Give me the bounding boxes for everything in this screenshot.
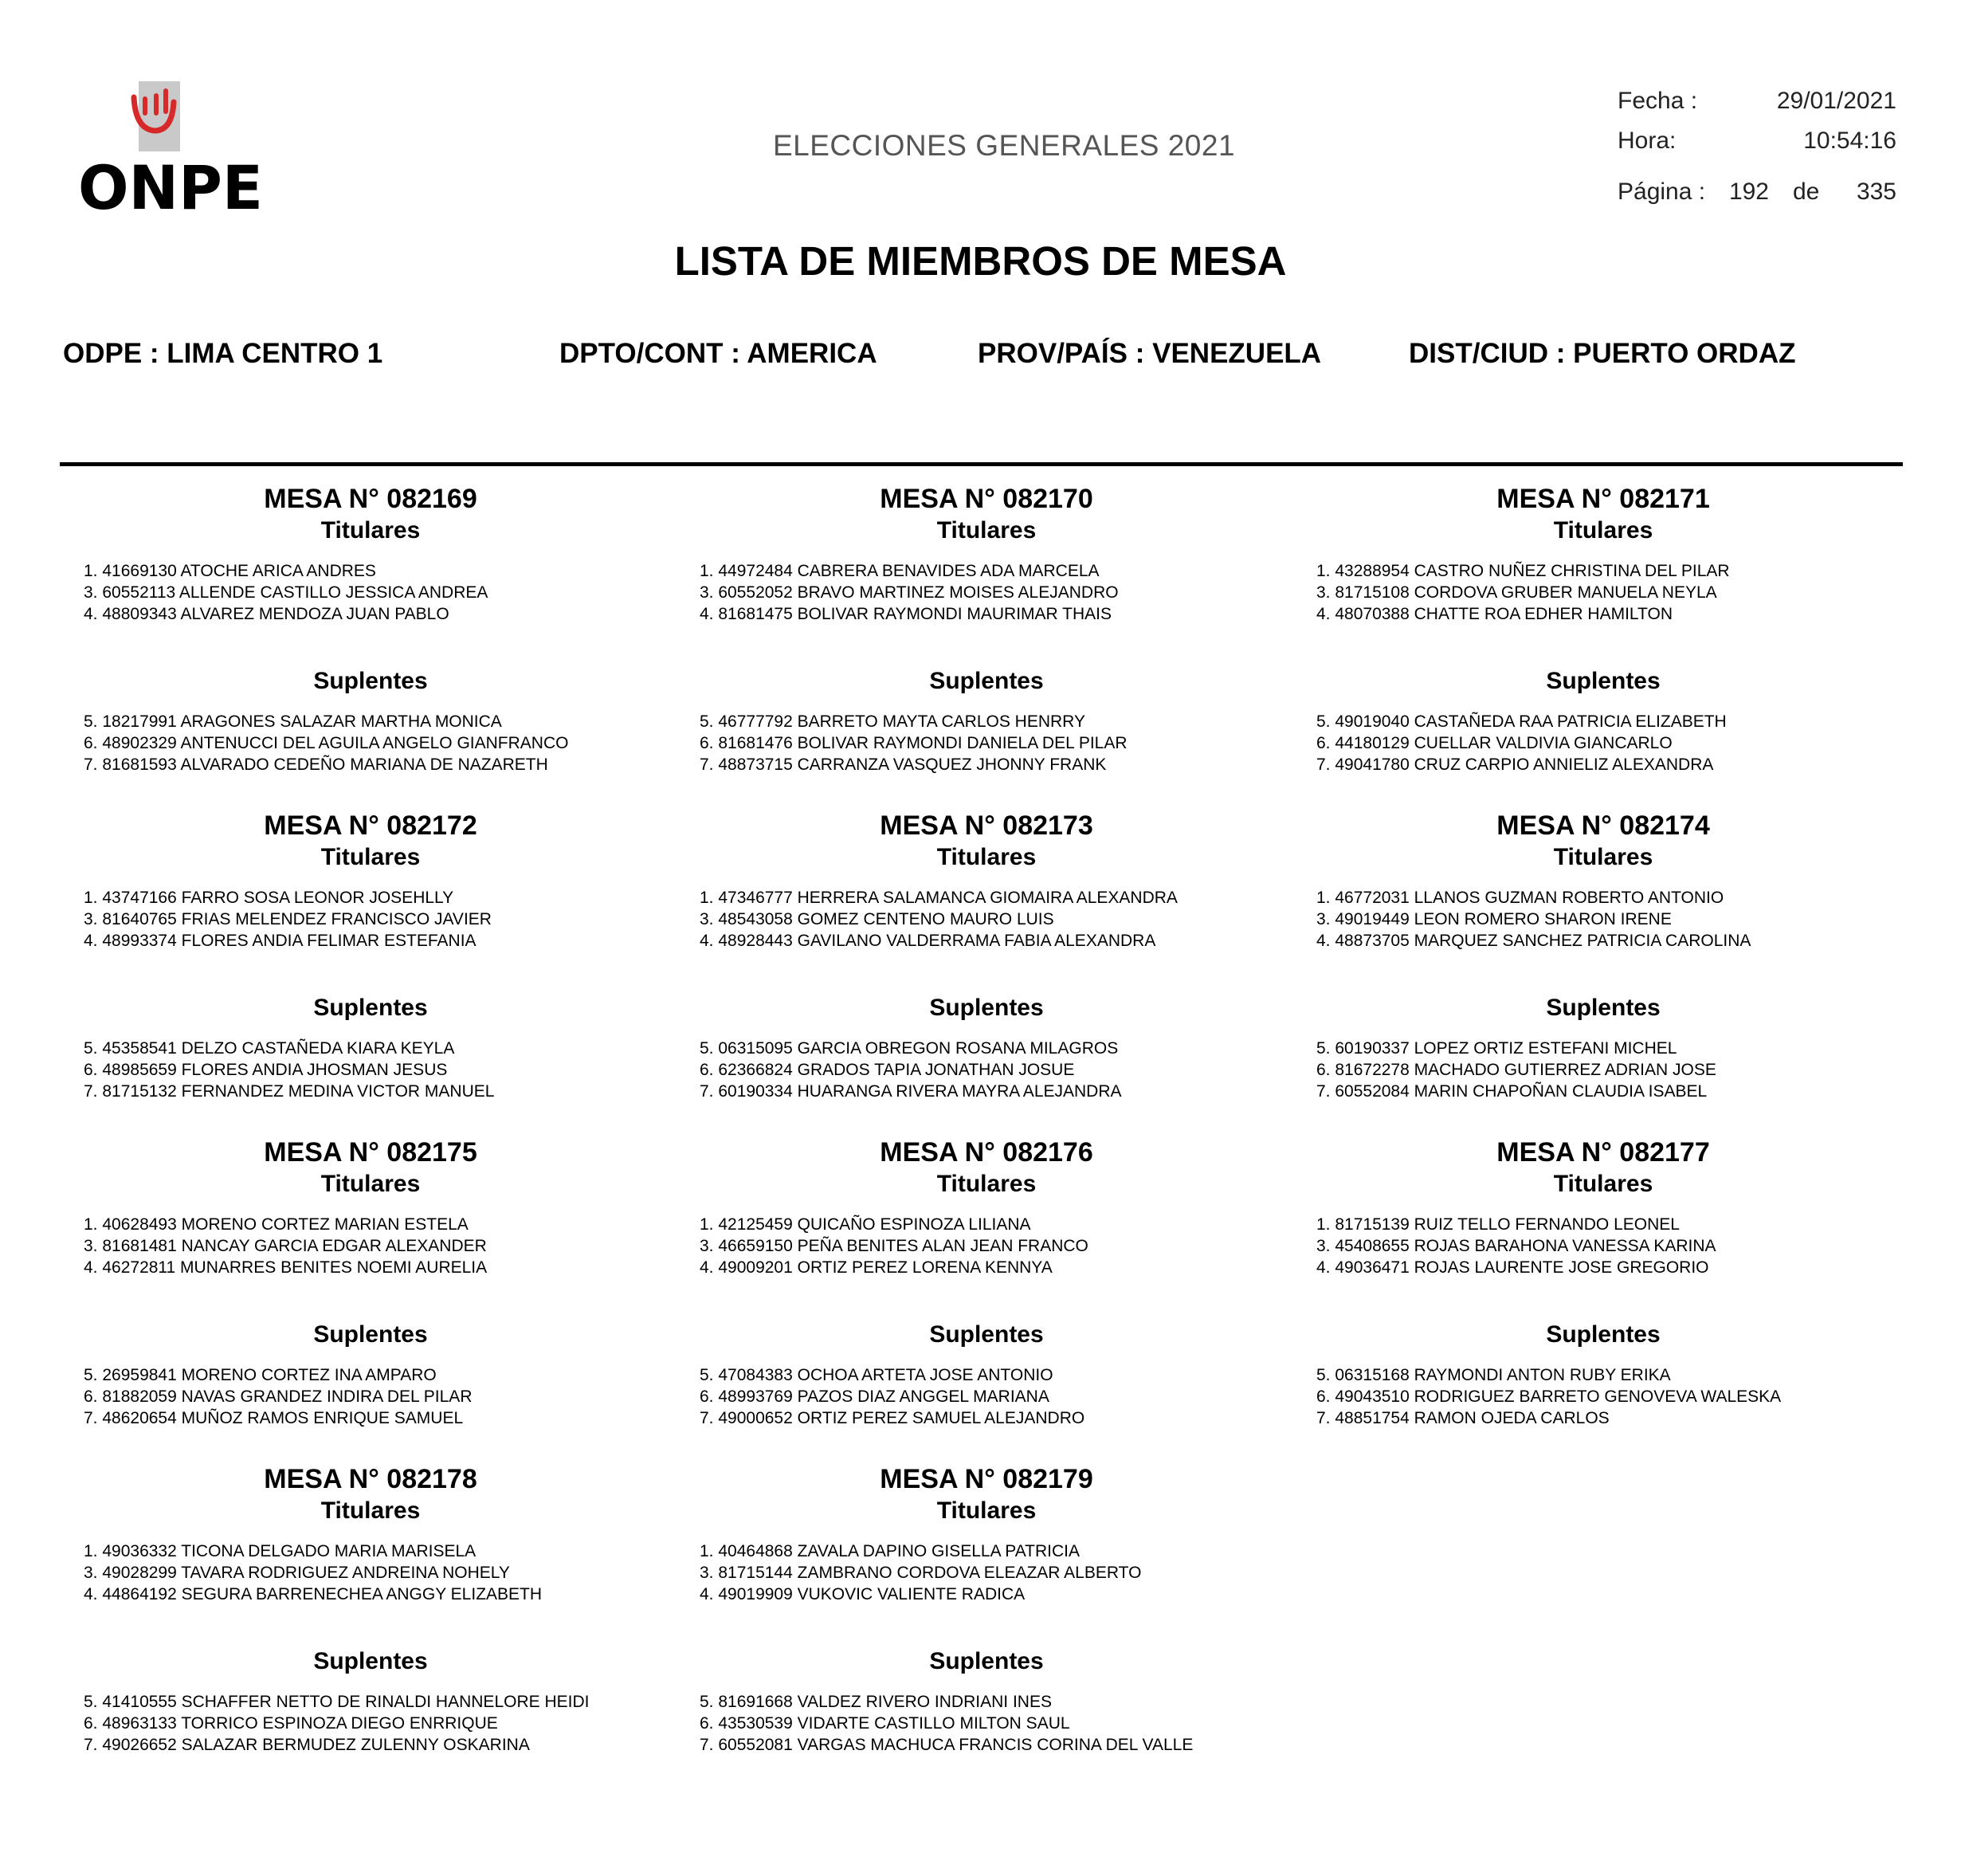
member-row: 6. 81882059 NAVAS GRANDEZ INDIRA DEL PILAR — [84, 1387, 473, 1406]
member-row: 4. 81681475 BOLIVAR RAYMONDI MAURIMAR THAIS — [700, 605, 1112, 623]
suplentes-list — [680, 711, 1293, 775]
titulares-heading: Titulares — [1553, 1171, 1653, 1197]
member-row: 7. 60190334 HUARANGA RIVERA MAYRA ALEJANDRA — [700, 1082, 1122, 1101]
member-row: 3. 81715108 CORDOVA GRUBER MANUELA NEYLA — [1316, 583, 1717, 602]
member-row: 5. 81691668 VALDEZ RIVERO INDRIANI INES — [700, 1693, 1052, 1711]
titulares-list — [680, 1540, 1293, 1605]
member-row: 1. 81715139 RUIZ TELLO FERNANDO LEONEL — [1316, 1215, 1680, 1234]
mesa-block — [1296, 1136, 1910, 1429]
suplentes-heading: Suplentes — [929, 668, 1044, 694]
titulares-heading: Titulares — [320, 1497, 421, 1524]
member-row: 7. 49000652 ORTIZ PEREZ SAMUEL ALEJANDRO — [700, 1409, 1085, 1427]
member-row: 1. 43288954 CASTRO NUÑEZ CHRISTINA DEL PILAR — [1316, 562, 1730, 580]
mesa-title: MESA N° 082171 — [1496, 484, 1710, 514]
titulares-heading: Titulares — [1553, 517, 1653, 544]
hora-value: 10:54:16 — [1803, 128, 1896, 154]
member-row: 7. 81681593 ALVARADO CEDEÑO MARIANA DE NAZARETH — [84, 756, 548, 774]
member-row: 7. 48873715 CARRANZA VASQUEZ JHONNY FRANK — [700, 756, 1107, 774]
member-row: 1. 46772031 LLANOS GUZMAN ROBERTO ANTONIO — [1316, 889, 1724, 907]
odpe-field: ODPE : LIMA CENTRO 1 — [63, 338, 383, 369]
member-row: 1. 40464868 ZAVALA DAPINO GISELLA PATRICIA — [700, 1542, 1081, 1560]
titulares-list — [1296, 560, 1910, 625]
titulares-list — [64, 1214, 677, 1278]
member-row: 5. 47084383 OCHOA ARTETA JOSE ANTONIO — [700, 1366, 1053, 1384]
member-row: 1. 42125459 QUICAÑO ESPINOZA LILIANA — [700, 1215, 1031, 1234]
titulares-list — [1296, 887, 1910, 952]
member-row: 3. 49019449 LEON ROMERO SHARON IRENE — [1316, 910, 1672, 928]
mesa-block — [680, 482, 1293, 775]
mesa-block — [680, 809, 1293, 1102]
member-row: 1. 41669130 ATOCHE ARICA ANDRES — [84, 562, 376, 580]
member-row: 3. 60552052 BRAVO MARTINEZ MOISES ALEJANDRO — [700, 583, 1119, 602]
member-row: 6. 62366824 GRADOS TAPIA JONATHAN JOSUE — [700, 1061, 1075, 1079]
dist-field: DIST/CIUD : PUERTO ORDAZ — [1409, 338, 1796, 369]
mesa-title: MESA N° 082176 — [880, 1137, 1093, 1168]
suplentes-list — [1296, 1038, 1910, 1102]
member-row: 4. 48873705 MARQUEZ SANCHEZ PATRICIA CAROLINA — [1316, 932, 1751, 950]
member-row: 6. 48985659 FLORES ANDIA JHOSMAN JESUS — [84, 1061, 448, 1079]
member-row: 7. 60552084 MARIN CHAPOÑAN CLAUDIA ISABEL — [1316, 1082, 1708, 1101]
member-row: 7. 48851754 RAMON OJEDA CARLOS — [1316, 1409, 1610, 1427]
titulares-list — [1296, 1214, 1910, 1278]
suplentes-heading: Suplentes — [1546, 995, 1661, 1021]
member-row: 1. 49036332 TICONA DELGADO MARIA MARISELA — [84, 1542, 477, 1560]
member-row: 3. 60552113 ALLENDE CASTILLO JESSICA ANDREA — [84, 583, 488, 602]
suplentes-heading: Suplentes — [313, 995, 428, 1021]
svg-text:ONPE: ONPE — [78, 152, 263, 215]
member-row: 6. 43530539 VIDARTE CASTILLO MILTON SAUL — [700, 1714, 1070, 1733]
member-row: 7. 81715132 FERNANDEZ MEDINA VICTOR MANUEL — [84, 1082, 495, 1101]
mesa-title: MESA N° 082170 — [880, 484, 1093, 514]
titulares-list — [64, 887, 677, 952]
mesa-block — [680, 1462, 1293, 1756]
mesa-title: MESA N° 082178 — [264, 1464, 477, 1494]
titulares-list — [64, 560, 677, 625]
mesa-title: MESA N° 082169 — [264, 484, 477, 514]
member-row: 1. 40628493 MORENO CORTEZ MARIAN ESTELA — [84, 1215, 469, 1234]
member-row: 5. 26959841 MORENO CORTEZ INA AMPARO — [84, 1366, 437, 1384]
titulares-heading: Titulares — [936, 1497, 1037, 1524]
hora-label: Hora: — [1618, 128, 1677, 154]
suplentes-list — [64, 1364, 677, 1429]
suplentes-list — [680, 1691, 1293, 1756]
member-row: 1. 43747166 FARRO SOSA LEONOR JOSEHLLY — [84, 889, 454, 907]
mesa-title: MESA N° 082179 — [880, 1464, 1093, 1494]
member-row: 6. 48902329 ANTENUCCI DEL AGUILA ANGELO GIANFRANCO — [84, 734, 569, 752]
titulares-heading: Titulares — [936, 517, 1037, 544]
member-row: 1. 47346777 HERRERA SALAMANCA GIOMAIRA ALEXANDRA — [700, 889, 1178, 907]
titulares-list — [680, 887, 1293, 952]
member-row: 5. 06315168 RAYMONDI ANTON RUBY ERIKA — [1316, 1366, 1671, 1384]
mesa-title: MESA N° 082172 — [264, 810, 477, 841]
member-row: 3. 49028299 TAVARA RODRIGUEZ ANDREINA NOHELY — [84, 1564, 510, 1582]
suplentes-list — [680, 1038, 1293, 1102]
member-row: 6. 44180129 CUELLAR VALDIVIA GIANCARLO — [1316, 734, 1673, 752]
titulares-heading: Titulares — [936, 1171, 1037, 1197]
member-row: 7. 48620654 MUÑOZ RAMOS ENRIQUE SAMUEL — [84, 1409, 464, 1427]
dpto-field: DPTO/CONT : AMERICA — [559, 338, 877, 369]
suplentes-heading: Suplentes — [1546, 1321, 1661, 1348]
suplentes-heading: Suplentes — [313, 668, 428, 694]
member-row: 3. 81715144 ZAMBRANO CORDOVA ELEAZAR ALBERTO — [700, 1564, 1142, 1582]
mesa-block — [64, 482, 677, 775]
member-row: 6. 81672278 MACHADO GUTIERREZ ADRIAN JOSE — [1316, 1061, 1716, 1079]
suplentes-heading: Suplentes — [313, 1648, 428, 1674]
mesa-title: MESA N° 082174 — [1496, 810, 1710, 841]
suplentes-heading: Suplentes — [313, 1321, 428, 1348]
suplentes-list — [64, 711, 677, 775]
suplentes-list — [680, 1364, 1293, 1429]
titulares-heading: Titulares — [936, 844, 1037, 870]
member-row: 1. 44972484 CABRERA BENAVIDES ADA MARCELA — [700, 562, 1100, 580]
pagina-label: Página : — [1618, 179, 1706, 205]
suplentes-list — [1296, 1364, 1910, 1429]
member-row: 4. 48809343 ALVAREZ MENDOZA JUAN PABLO — [84, 605, 449, 623]
mesa-title: MESA N° 082177 — [1496, 1137, 1710, 1168]
suplentes-heading: Suplentes — [929, 995, 1044, 1021]
member-row: 3. 48543058 GOMEZ CENTENO MAURO LUIS — [700, 910, 1054, 928]
prov-field: PROV/PAÍS : VENEZUELA — [978, 338, 1322, 369]
mesa-title: MESA N° 082173 — [880, 810, 1093, 841]
mesa-block — [64, 1136, 677, 1429]
page-number: 192 — [1728, 179, 1769, 205]
total-pages: 335 — [1856, 179, 1896, 205]
member-row: 6. 48963133 TORRICO ESPINOZA DIEGO ENRRIQUE — [84, 1714, 498, 1733]
titulares-heading: Titulares — [320, 1171, 421, 1197]
suplentes-heading: Suplentes — [929, 1321, 1044, 1348]
event-title: ELECCIONES GENERALES 2021 — [772, 129, 1236, 162]
member-row: 5. 60190337 LOPEZ ORTIZ ESTEFANI MICHEL — [1316, 1039, 1677, 1058]
member-row: 7. 49026652 SALAZAR BERMUDEZ ZULENNY OSKARINA — [84, 1736, 530, 1754]
header-divider — [60, 462, 1903, 466]
fecha-label: Fecha : — [1618, 88, 1698, 114]
member-row: 4. 46272811 MUNARRES BENITES NOEMI AURELIA — [84, 1258, 488, 1277]
mesa-block — [680, 1136, 1293, 1429]
member-row: 4. 48070388 CHATTE ROA EDHER HAMILTON — [1316, 605, 1673, 623]
titulares-heading: Titulares — [320, 517, 421, 544]
member-row: 4. 48993374 FLORES ANDIA FELIMAR ESTEFANIA — [84, 932, 477, 950]
member-row: 3. 46659150 PEÑA BENITES ALAN JEAN FRANCO — [700, 1237, 1088, 1255]
suplentes-heading: Suplentes — [1546, 668, 1661, 694]
titulares-heading: Titulares — [320, 844, 421, 870]
member-row: 3. 81640765 FRIAS MELENDEZ FRANCISCO JAVIER — [84, 910, 492, 928]
de-label: de — [1793, 179, 1820, 205]
mesa-block — [64, 809, 677, 1102]
member-row: 3. 81681481 NANCAY GARCIA EDGAR ALEXANDER — [84, 1237, 487, 1255]
titulares-list — [64, 1540, 677, 1605]
mesa-block — [1296, 482, 1910, 775]
member-row: 5. 46777792 BARRETO MAYTA CARLOS HENRRY — [700, 712, 1085, 731]
titulares-list — [680, 560, 1293, 625]
member-row: 7. 60552081 VARGAS MACHUCA FRANCIS CORINA DEL VALLE — [700, 1736, 1194, 1754]
mesa-block — [64, 1462, 677, 1756]
member-row: 7. 49041780 CRUZ CARPIO ANNIELIZ ALEXANDRA — [1316, 756, 1714, 774]
suplentes-list — [64, 1691, 677, 1756]
member-row: 6. 81681476 BOLIVAR RAYMONDI DANIELA DEL PILAR — [700, 734, 1128, 752]
member-row: 3. 45408655 ROJAS BARAHONA VANESSA KARINA — [1316, 1237, 1716, 1255]
member-row: 4. 49009201 ORTIZ PEREZ LORENA KENNYA — [700, 1258, 1053, 1277]
member-row: 5. 49019040 CASTAÑEDA RAA PATRICIA ELIZABETH — [1316, 712, 1727, 731]
member-row: 5. 41410555 SCHAFFER NETTO DE RINALDI HANNELORE HEIDI — [84, 1693, 590, 1711]
member-row: 6. 48993769 PAZOS DIAZ ANGGEL MARIANA — [700, 1387, 1049, 1406]
member-row: 4. 48928443 GAVILANO VALDERRAMA FABIA ALEXANDRA — [700, 932, 1156, 950]
member-row: 5. 45358541 DELZO CASTAÑEDA KIARA KEYLA — [84, 1039, 455, 1058]
member-row: 5. 18217991 ARAGONES SALAZAR MARTHA MONICA — [84, 712, 502, 731]
suplentes-list — [1296, 711, 1910, 775]
member-row: 4. 49036471 ROJAS LAURENTE JOSE GREGORIO — [1316, 1258, 1709, 1277]
member-row: 4. 49019909 VUKOVIC VALIENTE RADICA — [700, 1585, 1026, 1603]
member-row: 6. 49043510 RODRIGUEZ BARRETO GENOVEVA WALESKA — [1316, 1387, 1782, 1406]
mesa-title: MESA N° 082175 — [264, 1137, 477, 1168]
titulares-heading: Titulares — [1553, 844, 1653, 870]
document-title: LISTA DE MIEMBROS DE MESA — [674, 238, 1287, 284]
fecha-value: 29/01/2021 — [1776, 88, 1896, 114]
member-row: 5. 06315095 GARCIA OBREGON ROSANA MILAGROS — [700, 1039, 1119, 1058]
mesa-block — [1296, 809, 1910, 1102]
suplentes-heading: Suplentes — [929, 1648, 1044, 1674]
suplentes-list — [64, 1038, 677, 1102]
titulares-list — [680, 1214, 1293, 1278]
member-row: 4. 44864192 SEGURA BARRENECHEA ANGGY ELIZABETH — [84, 1585, 543, 1603]
